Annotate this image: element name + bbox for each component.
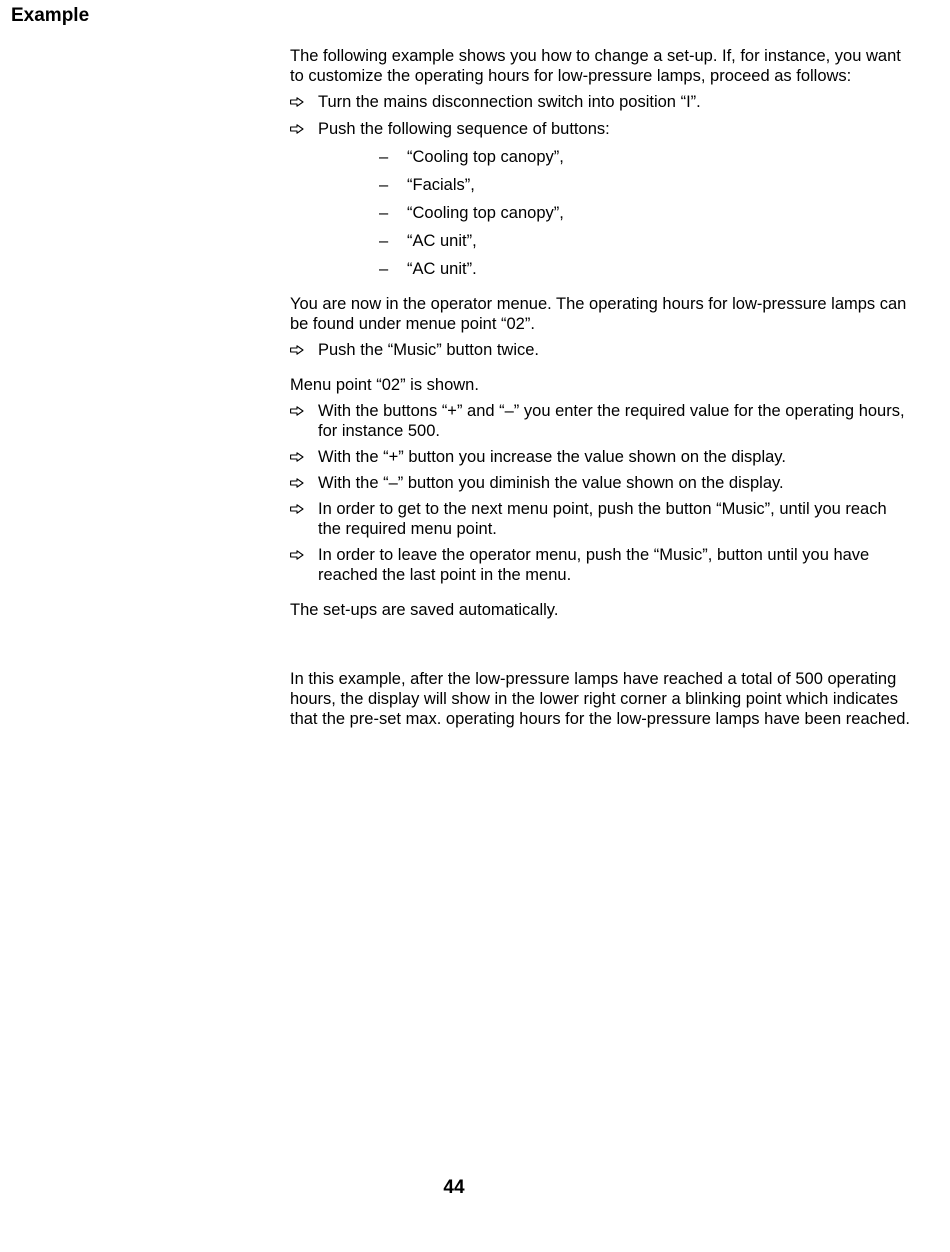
menu-point-paragraph: Menu point “02” is shown. — [290, 376, 479, 394]
sequence-item — [290, 175, 910, 195]
arrow-right-icon — [290, 340, 310, 360]
step-item — [290, 545, 910, 585]
sequence-text: “Facials”, — [407, 176, 475, 194]
step-item — [290, 499, 910, 539]
step-text: Push the following sequence of buttons: — [318, 120, 610, 138]
step-text: Turn the mains disconnection switch into position “I”. — [318, 93, 701, 111]
sequence-item — [290, 259, 910, 279]
closing-paragraph: In this example, after the low-pressure lamps have reached a total of 500 operating hours, the display will show in the lower right corner a blinking point which indicates that the pre-set max. operating hours for the low-pressure lamps have been reached. — [290, 670, 911, 728]
step-text: With the “+” button you increase the value shown on the display. — [318, 448, 786, 466]
sequence-text: “Cooling top canopy”, — [407, 148, 564, 166]
sequence-text: “AC unit”, — [407, 232, 477, 250]
step-text: In order to leave the operator menu, push the “Music”, button until you have reached the last point in the menu. — [318, 546, 870, 584]
step-text: With the “–” button you diminish the value shown on the display. — [318, 474, 784, 492]
step-text: In order to get to the next menu point, push the button “Music”, until you reach the required menu point. — [318, 500, 887, 538]
sequence-item — [290, 203, 910, 223]
sequence-item — [290, 231, 910, 251]
arrow-right-icon — [290, 473, 310, 493]
step-item — [290, 340, 910, 360]
step-item — [290, 401, 910, 441]
arrow-right-icon — [290, 545, 310, 565]
step-item — [290, 119, 910, 139]
page-number: 44 — [443, 1177, 465, 1198]
sequence-item — [290, 147, 910, 167]
dash-bullet: – — [379, 232, 389, 250]
section-heading: Example — [11, 5, 90, 26]
arrow-right-icon — [290, 499, 310, 519]
sequence-text: “Cooling top canopy”, — [407, 204, 564, 222]
step-text: Push the “Music” button twice. — [318, 341, 540, 359]
arrow-right-icon — [290, 447, 310, 467]
dash-bullet: – — [379, 260, 389, 278]
document-body — [290, 46, 910, 729]
step-item — [290, 92, 910, 112]
dash-bullet: – — [379, 204, 389, 222]
arrow-right-icon — [290, 401, 310, 421]
intro-paragraph: The following example shows you how to change a set-up. If, for instance, you want to customize the operating hours for low-pressure lamps, proceed as follows: — [290, 47, 901, 85]
step-item — [290, 447, 910, 467]
operator-menu-paragraph: You are now in the operator menue. The operating hours for low-pressure lamps can be found under menue point “02”. — [290, 295, 907, 333]
saved-paragraph: The set-ups are saved automatically. — [290, 601, 559, 619]
step-item — [290, 473, 910, 493]
arrow-right-icon — [290, 92, 310, 112]
arrow-right-icon — [290, 119, 310, 139]
dash-bullet: – — [379, 176, 389, 194]
step-text: With the buttons “+” and “–” you enter the required value for the operating hours, for instance 500. — [318, 402, 905, 440]
sequence-text: “AC unit”. — [407, 260, 477, 278]
button-sequence-list — [290, 147, 910, 279]
dash-bullet: – — [379, 148, 389, 166]
